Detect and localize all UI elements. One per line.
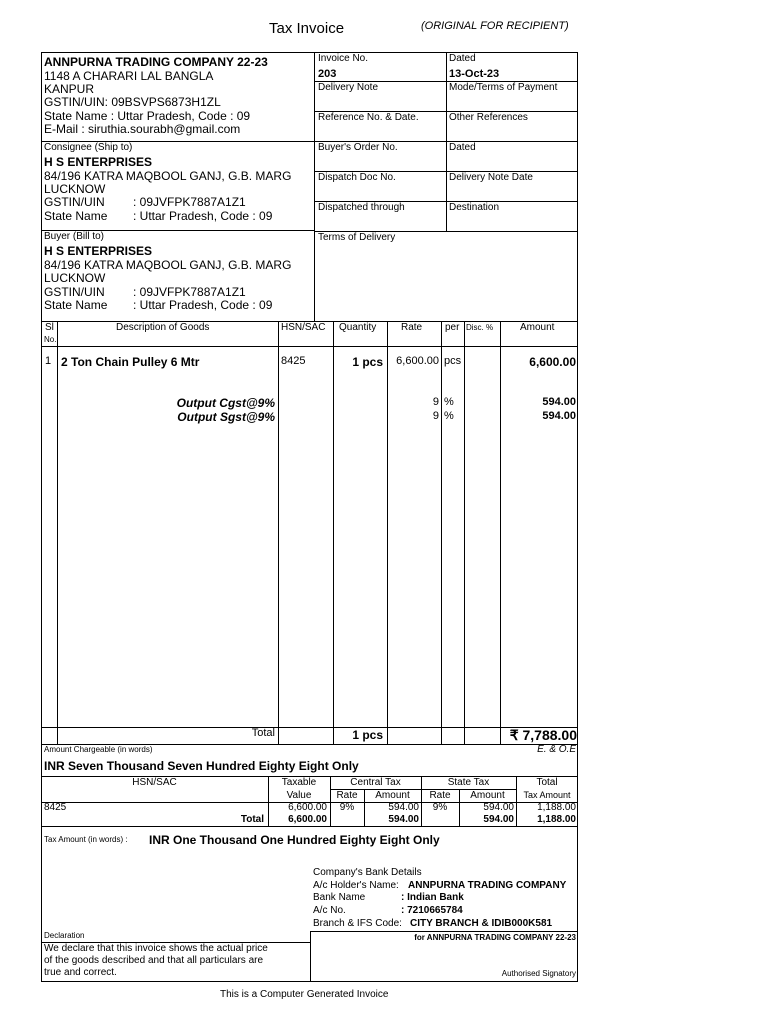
buyer-gstin-label: GSTIN/UIN bbox=[44, 285, 105, 299]
bank-branch: CITY BRANCH & IDIB000K581 bbox=[410, 918, 553, 929]
dated-label: Dated bbox=[449, 53, 476, 64]
item-rate: 6,600.00 bbox=[396, 355, 439, 367]
other-references-label: Other References bbox=[449, 112, 528, 123]
summary-taxable-header-2: Value bbox=[286, 790, 312, 801]
summary-row-central-amount: 594.00 bbox=[388, 802, 419, 813]
summary-total-central-amount: 594.00 bbox=[388, 814, 419, 825]
tax-amount: 594.00 bbox=[542, 396, 576, 408]
tax-amount: 594.00 bbox=[542, 410, 576, 422]
summary-total-tax: 1,188.00 bbox=[537, 814, 576, 825]
tax-label: Output Sgst@9% bbox=[177, 410, 275, 424]
declaration-label: Declaration bbox=[44, 931, 85, 940]
seller-gstin: GSTIN/UIN: 09BSVPS6873H1ZL bbox=[44, 95, 221, 109]
delivery-note-label: Delivery Note bbox=[318, 82, 379, 93]
tax-amount-in-words: INR One Thousand One Hundred Eighty Eight Only bbox=[149, 833, 440, 847]
bank-acno-label: A/c No. bbox=[313, 905, 346, 916]
item-sl: 1 bbox=[45, 355, 52, 367]
summary-row-state-amount: 594.00 bbox=[483, 802, 514, 813]
authorised-signatory: Authorised Signatory bbox=[501, 969, 576, 978]
consignee-address: 84/196 KATRA MAQBOOL GANJ, G.B. MARG bbox=[44, 169, 292, 183]
summary-taxable-header: Taxable bbox=[281, 777, 317, 788]
summary-total-state-amount: 594.00 bbox=[483, 814, 514, 825]
summary-row-taxable: 6,600.00 bbox=[288, 802, 327, 813]
invoice-no: 203 bbox=[318, 68, 337, 80]
summary-row-total: 1,188.00 bbox=[537, 802, 576, 813]
summary-state-rate-header: Rate bbox=[429, 790, 451, 801]
summary-state-amount-header: Amount bbox=[470, 790, 505, 801]
buyer-name: H S ENTERPRISES bbox=[44, 244, 153, 258]
mode-terms-label: Mode/Terms of Payment bbox=[449, 82, 558, 93]
consignee-state: : Uttar Pradesh, Code : 09 bbox=[133, 209, 273, 223]
terms-of-delivery-label: Terms of Delivery bbox=[318, 232, 396, 243]
consignee-city: LUCKNOW bbox=[44, 182, 106, 196]
summary-central-amount-header: Amount bbox=[375, 790, 410, 801]
bank-holder: ANNPURNA TRADING COMPANY bbox=[408, 880, 567, 891]
destination-label: Destination bbox=[449, 202, 500, 213]
declaration-line-1: We declare that this invoice shows the actual price bbox=[44, 943, 268, 954]
amount-words-label: Amount Chargeable (in words) bbox=[44, 745, 153, 754]
summary-central-rate-header: Rate bbox=[336, 790, 358, 801]
tax-words-label: Tax Amount (in words) : bbox=[44, 835, 128, 844]
summary-state-header: State Tax bbox=[447, 777, 490, 788]
copy-label: (ORIGINAL FOR RECIPIENT) bbox=[421, 20, 569, 32]
header-disc: Disc. % bbox=[466, 323, 494, 332]
order-dated-label: Dated bbox=[449, 142, 476, 153]
buyer-city: LUCKNOW bbox=[44, 271, 106, 285]
tax-rate: 9 bbox=[432, 396, 439, 408]
bank-name-label: Bank Name bbox=[313, 892, 366, 903]
consignee-state-label: State Name bbox=[44, 209, 108, 223]
seller-address: 1148 A CHARARI LAL BANGLA bbox=[44, 69, 214, 83]
consignee-label: Consignee (Ship to) bbox=[44, 142, 133, 153]
seller-state: State Name : Uttar Pradesh, Code : 09 bbox=[44, 109, 251, 123]
item-hsn: 8425 bbox=[281, 355, 306, 367]
summary-hsn-header: HSN/SAC bbox=[132, 777, 177, 788]
dispatch-doc-label: Dispatch Doc No. bbox=[318, 172, 396, 183]
reference-label: Reference No. & Date. bbox=[318, 112, 419, 123]
buyer-state-label: State Name bbox=[44, 298, 108, 312]
invoice-date: 13-Oct-23 bbox=[449, 68, 500, 80]
summary-total-label: Total bbox=[240, 814, 264, 825]
items-total-quantity: 1 pcs bbox=[352, 728, 383, 742]
bank-acno: : 7210665784 bbox=[401, 905, 463, 916]
invoice-title: Tax Invoice bbox=[269, 20, 345, 37]
summary-row-central-rate: 9% bbox=[339, 802, 355, 813]
tax-rate: 9 bbox=[432, 410, 439, 422]
tax-per: % bbox=[444, 396, 454, 408]
items-total-amount: ₹ 7,788.00 bbox=[509, 727, 577, 743]
summary-row-state-rate: 9% bbox=[432, 802, 448, 813]
summary-total-taxable: 6,600.00 bbox=[288, 814, 327, 825]
bank-holder-label: A/c Holder's Name: bbox=[313, 880, 399, 891]
bank-branch-label: Branch & IFS Code: bbox=[313, 918, 402, 929]
header-amount: Amount bbox=[520, 322, 555, 333]
dispatched-through-label: Dispatched through bbox=[318, 202, 405, 213]
consignee-gstin: : 09JVFPK7887A1Z1 bbox=[133, 195, 246, 209]
tax-per: % bbox=[444, 410, 454, 422]
amount-in-words: INR Seven Thousand Seven Hundred Eighty Eight Only bbox=[44, 759, 359, 773]
item-amount: 6,600.00 bbox=[529, 355, 576, 369]
header-quantity: Quantity bbox=[339, 322, 377, 333]
for-company: for ANNPURNA TRADING COMPANY 22-23 bbox=[414, 933, 576, 942]
buyer-gstin: : 09JVFPK7887A1Z1 bbox=[133, 285, 246, 299]
tax-label: Output Cgst@9% bbox=[176, 396, 275, 410]
seller-email: E-Mail : siruthia.sourabh@gmail.com bbox=[44, 122, 241, 136]
header-rate: Rate bbox=[401, 322, 423, 333]
declaration-line-2: of the goods described and that all particulars are bbox=[44, 955, 264, 966]
buyers-order-label: Buyer's Order No. bbox=[318, 142, 398, 153]
buyer-address: 84/196 KATRA MAQBOOL GANJ, G.B. MARG bbox=[44, 258, 292, 272]
bank-name: : Indian Bank bbox=[401, 892, 464, 903]
seller-name: ANNPURNA TRADING COMPANY 22-23 bbox=[44, 55, 268, 69]
header-description: Description of Goods bbox=[116, 322, 210, 333]
item-description: 2 Ton Chain Pulley 6 Mtr bbox=[61, 355, 200, 369]
invoice-no-label: Invoice No. bbox=[318, 53, 369, 64]
buyer-state: : Uttar Pradesh, Code : 09 bbox=[133, 298, 273, 312]
summary-total-header-2: Tax Amount bbox=[523, 790, 571, 800]
header-per: per bbox=[445, 322, 460, 333]
declaration-line-3: true and correct. bbox=[44, 967, 117, 978]
bank-title: Company's Bank Details bbox=[313, 867, 422, 878]
summary-central-header: Central Tax bbox=[350, 777, 401, 788]
seller-city: KANPUR bbox=[44, 82, 95, 96]
summary-total-header: Total bbox=[536, 777, 558, 788]
consignee-name: H S ENTERPRISES bbox=[44, 155, 153, 169]
item-per: pcs bbox=[444, 355, 462, 367]
header-no: No. bbox=[44, 335, 57, 344]
eoe-label: E. & O.E bbox=[537, 744, 576, 755]
header-sl: Sl bbox=[45, 322, 54, 333]
summary-row-hsn: 8425 bbox=[44, 802, 67, 813]
consignee-gstin-label: GSTIN/UIN bbox=[44, 195, 105, 209]
delivery-note-date-label: Delivery Note Date bbox=[449, 172, 533, 183]
item-quantity: 1 pcs bbox=[352, 355, 383, 369]
items-total-label: Total bbox=[251, 727, 275, 739]
buyer-label: Buyer (Bill to) bbox=[44, 231, 105, 242]
header-hsn: HSN/SAC bbox=[281, 322, 326, 333]
footer-text: This is a Computer Generated Invoice bbox=[220, 989, 389, 1000]
